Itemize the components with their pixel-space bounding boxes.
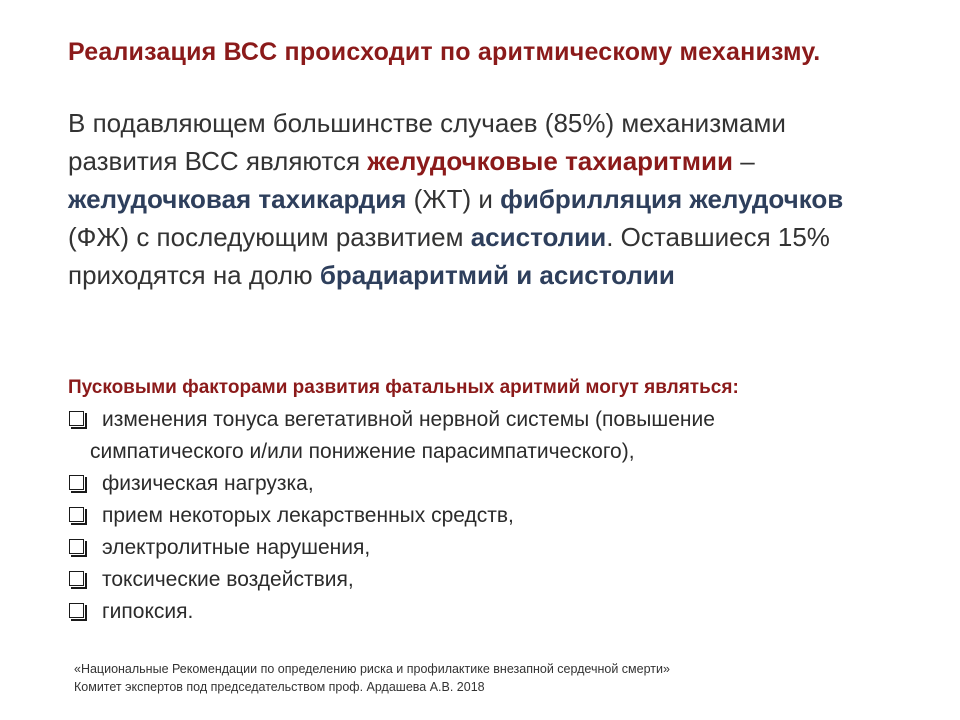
checkbox-bullet-icon xyxy=(69,603,84,618)
slide-title: Реализация ВСС происходит по аритмическому механизму. xyxy=(68,38,821,66)
checkbox-bullet-icon xyxy=(69,571,84,586)
highlight-bradyarrhythmias: брадиаритмий и асистолии xyxy=(319,260,675,290)
para-text-3: (ЖТ) и xyxy=(406,184,501,214)
trigger-item-text: гипоксия. xyxy=(102,600,194,623)
list-item xyxy=(66,468,896,500)
para-text-2: – xyxy=(732,146,755,176)
highlight-ventricular-fibrillation: фибрилляция желудочков xyxy=(500,184,844,214)
checkbox-bullet-icon xyxy=(69,475,84,490)
trigger-item-text: изменения тонуса вегетативной нервной системы (повышение xyxy=(102,408,715,431)
list-item xyxy=(66,596,896,628)
para-text-1: В подавляющем большинстве случаев (85%) механизмами развития ВСС являются xyxy=(68,108,786,176)
para-text-4: (ФЖ) с последующим развитием xyxy=(68,222,471,252)
trigger-item-text: физическая нагрузка, xyxy=(102,472,314,495)
list-item xyxy=(66,564,896,596)
trigger-item-text: электролитные нарушения, xyxy=(102,536,371,559)
main-paragraph xyxy=(68,104,888,294)
footer-line-1: «Национальные Рекомендации по определению риска и профилактике внезапной сердечной смерти» xyxy=(74,662,670,676)
triggers-heading: Пусковыми факторами развития фатальных аритмий могут являться: xyxy=(68,377,739,398)
para-text-5: . Оставшиеся 15% приходятся на долю xyxy=(68,222,830,290)
trigger-item-text: токсические воздействия, xyxy=(102,568,354,591)
list-item xyxy=(66,532,896,564)
checkbox-bullet-icon xyxy=(69,411,84,426)
trigger-item-text-continued: симпатического и/или понижение парасимпатического), xyxy=(90,440,635,463)
highlight-asystole: асистолии xyxy=(470,222,607,252)
footer-line-2: Комитет экспертов под председательством проф. Ардашева А.В. 2018 xyxy=(74,680,485,694)
highlight-ventricular-tachycardia: желудочковая тахикардия xyxy=(68,184,407,214)
footer-citation xyxy=(74,660,934,696)
checkbox-bullet-icon xyxy=(69,539,84,554)
trigger-item-text: прием некоторых лекарственных средств, xyxy=(102,504,514,527)
list-item xyxy=(66,500,896,532)
checkbox-bullet-icon xyxy=(69,507,84,522)
highlight-ventricular-tachyarrhythmias: желудочковые тахиаритмии xyxy=(367,146,733,176)
list-item xyxy=(66,404,896,468)
trigger-list xyxy=(66,404,896,628)
